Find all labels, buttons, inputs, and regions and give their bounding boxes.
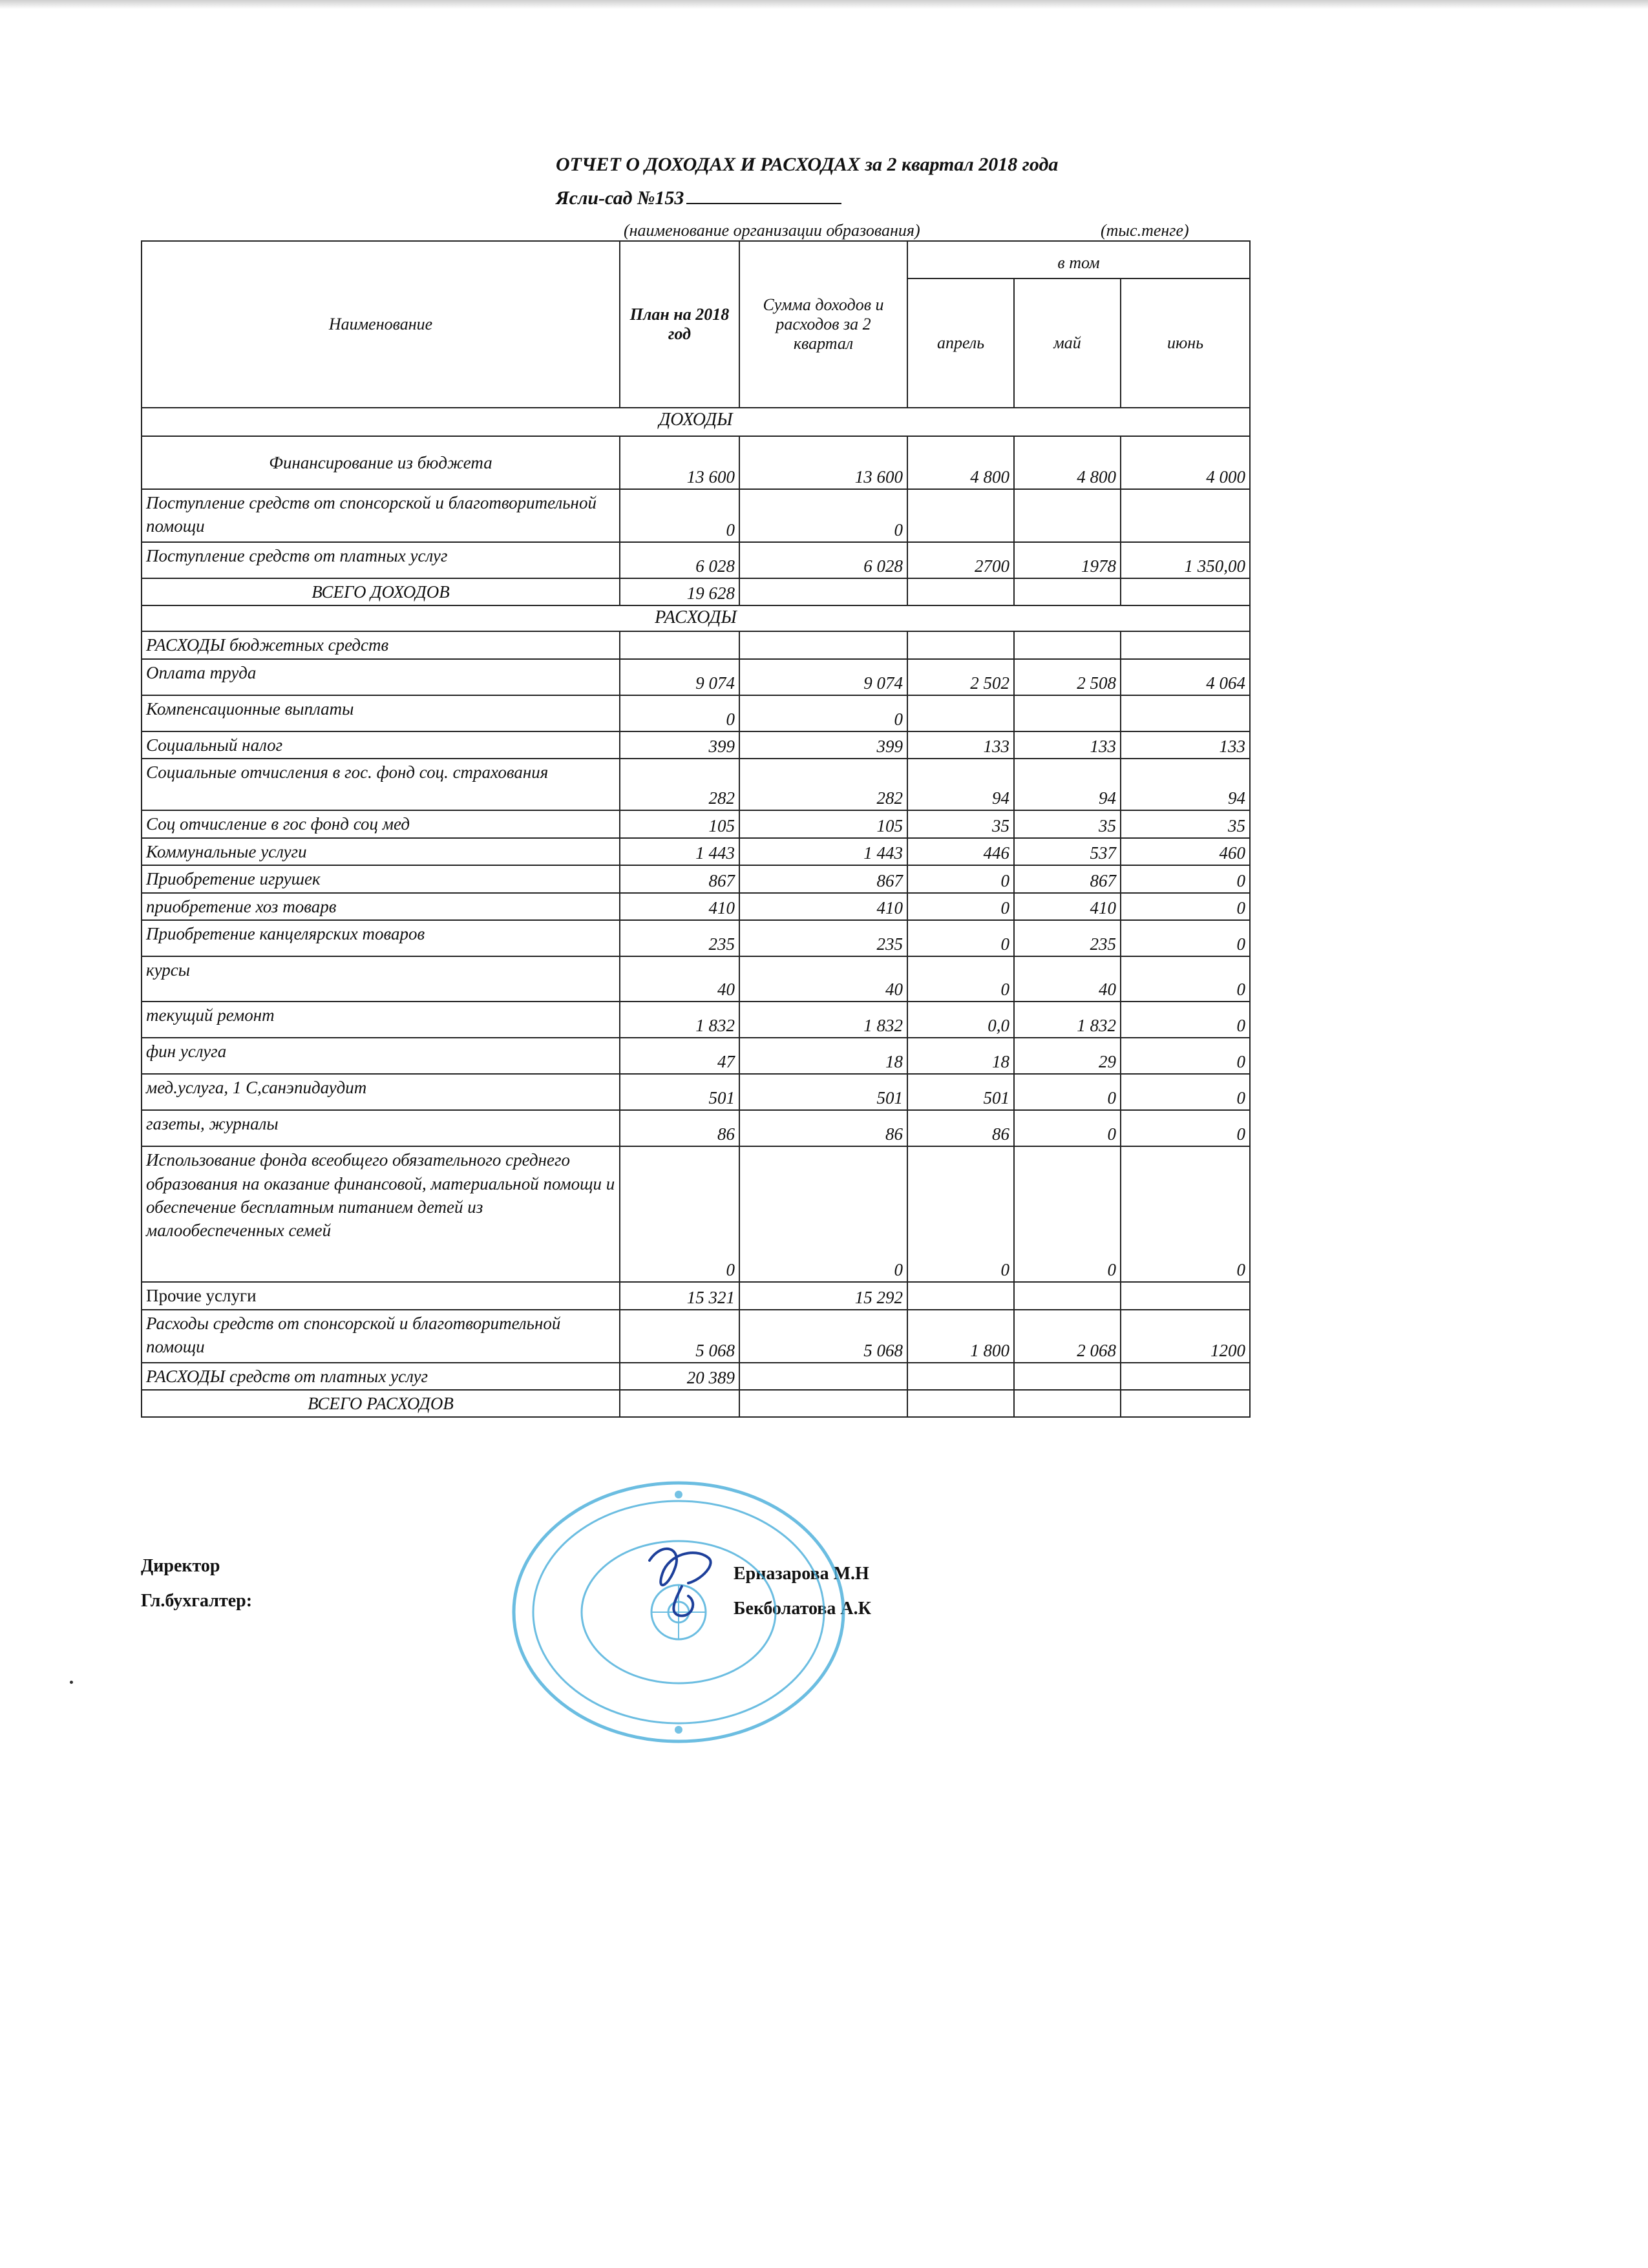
cell-apr: 35 — [907, 810, 1014, 837]
cell-may: 29 — [1014, 1038, 1121, 1074]
cell-plan: 0 — [620, 695, 739, 731]
expense-row — [142, 810, 1250, 837]
cell-apr: 86 — [907, 1110, 1014, 1146]
header-june: июнь — [1121, 278, 1250, 408]
cell-apr — [907, 489, 1014, 542]
expense-row — [142, 759, 1250, 810]
cell-sum: 282 — [739, 759, 907, 810]
cell-sum: 399 — [739, 731, 907, 759]
cell-sum: 15 292 — [739, 1282, 907, 1309]
cell-apr: 4 800 — [907, 436, 1014, 489]
cell-may: 40 — [1014, 956, 1121, 1002]
cell-sum: 0 — [739, 695, 907, 731]
income-row — [142, 489, 1250, 542]
empty-cell — [907, 631, 1014, 658]
cell-may: 1 832 — [1014, 1002, 1121, 1038]
cell-jun: 460 — [1121, 838, 1250, 865]
organization-caption: (наименование организации образования) — [624, 221, 920, 240]
cell-plan: 410 — [620, 893, 739, 920]
scan-edge — [0, 0, 1648, 9]
cell-sum: 18 — [739, 1038, 907, 1074]
organization-underline — [686, 186, 841, 204]
income-row — [142, 542, 1250, 578]
accountant-name: Бекболатова А.К — [734, 1599, 871, 1619]
cell-sum: 867 — [739, 865, 907, 892]
header-april: апрель — [907, 278, 1014, 408]
income-row — [142, 436, 1250, 489]
cell-apr — [907, 695, 1014, 731]
row-name: Приобретение игрушек — [142, 865, 620, 892]
cell-jun: 4 064 — [1121, 659, 1250, 695]
cell-apr — [907, 578, 1014, 605]
row-name: Приобретение канцелярских товаров — [142, 920, 620, 956]
cell-apr: 94 — [907, 759, 1014, 810]
expense-row — [142, 1074, 1250, 1110]
cell-jun: 0 — [1121, 893, 1250, 920]
expense-row — [142, 920, 1250, 956]
cell-jun: 94 — [1121, 759, 1250, 810]
row-name: Финансирование из бюджета — [142, 436, 620, 489]
row-name: газеты, журналы — [142, 1110, 620, 1146]
cell-sum: 410 — [739, 893, 907, 920]
cell-plan: 40 — [620, 956, 739, 1002]
cell-apr — [907, 1390, 1014, 1417]
cell-sum: 13 600 — [739, 436, 907, 489]
cell-may: 1978 — [1014, 542, 1121, 578]
expense-row — [142, 1002, 1250, 1038]
cell-plan: 9 074 — [620, 659, 739, 695]
cell-jun: 1 350,00 — [1121, 542, 1250, 578]
cell-jun: 0 — [1121, 1038, 1250, 1074]
cell-may — [1014, 1363, 1121, 1390]
row-name: ВСЕГО РАСХОДОВ — [142, 1390, 620, 1417]
cell-may — [1014, 489, 1121, 542]
expense-budget-header: РАСХОДЫ бюджетных средств — [142, 631, 620, 658]
cell-jun — [1121, 695, 1250, 731]
section-expense: РАСХОДЫ — [142, 605, 1250, 631]
empty-cell — [1014, 631, 1121, 658]
expense-row — [142, 1282, 1250, 1309]
cell-plan: 19 628 — [620, 578, 739, 605]
cell-sum — [739, 1390, 907, 1417]
expense-row — [142, 1110, 1250, 1146]
expense-row — [142, 1363, 1250, 1390]
cell-plan: 20 389 — [620, 1363, 739, 1390]
cell-apr: 446 — [907, 838, 1014, 865]
expense-row — [142, 695, 1250, 731]
row-name: Поступление средств от спонсорской и благотворительной помощи — [142, 489, 620, 542]
empty-cell — [1121, 631, 1250, 658]
scan-speck — [70, 1681, 73, 1684]
report-title: ОТЧЕТ О ДОХОДАХ И РАСХОДАХ за 2 квартал 2018 года — [556, 154, 1059, 175]
cell-plan: 0 — [620, 1146, 739, 1282]
cell-may: 867 — [1014, 865, 1121, 892]
cell-plan: 282 — [620, 759, 739, 810]
cell-jun: 0 — [1121, 920, 1250, 956]
accountant-label: Гл.бухгалтер: — [141, 1591, 253, 1611]
cell-apr: 133 — [907, 731, 1014, 759]
cell-jun: 0 — [1121, 1110, 1250, 1146]
cell-apr: 0 — [907, 893, 1014, 920]
cell-sum: 105 — [739, 810, 907, 837]
row-name: курсы — [142, 956, 620, 1002]
cell-jun: 0 — [1121, 1146, 1250, 1282]
cell-may: 133 — [1014, 731, 1121, 759]
director-label: Директор — [141, 1556, 220, 1576]
expense-row — [142, 659, 1250, 695]
cell-jun — [1121, 578, 1250, 605]
cell-sum: 235 — [739, 920, 907, 956]
cell-jun: 0 — [1121, 865, 1250, 892]
unit-caption: (тыс.тенге) — [1101, 221, 1189, 240]
cell-apr: 0 — [907, 956, 1014, 1002]
cell-jun — [1121, 1390, 1250, 1417]
cell-apr: 1 800 — [907, 1310, 1014, 1363]
cell-may: 2 508 — [1014, 659, 1121, 695]
income-row — [142, 578, 1250, 605]
cell-jun: 0 — [1121, 956, 1250, 1002]
cell-plan: 13 600 — [620, 436, 739, 489]
expense-row — [142, 838, 1250, 865]
cell-sum: 0 — [739, 1146, 907, 1282]
cell-plan: 501 — [620, 1074, 739, 1110]
cell-plan: 15 321 — [620, 1282, 739, 1309]
cell-jun — [1121, 1363, 1250, 1390]
row-name: фин услуга — [142, 1038, 620, 1074]
row-name: Оплата труда — [142, 659, 620, 695]
cell-jun: 35 — [1121, 810, 1250, 837]
cell-plan: 1 443 — [620, 838, 739, 865]
header-plan: План на 2018 год — [620, 241, 739, 408]
empty-cell — [739, 631, 907, 658]
row-name: Социальный налог — [142, 731, 620, 759]
report-table — [141, 240, 1251, 1418]
cell-plan: 235 — [620, 920, 739, 956]
row-name: РАСХОДЫ средств от платных услуг — [142, 1363, 620, 1390]
cell-plan: 6 028 — [620, 542, 739, 578]
row-name: Использование фонда всеобщего обязательного среднего образования на оказание финансовой, материальной помощи и обеспечение бесплатным питанием детей из малообеспеченных семей — [142, 1146, 620, 1282]
cell-apr: 18 — [907, 1038, 1014, 1074]
cell-sum: 1 443 — [739, 838, 907, 865]
cell-sum: 5 068 — [739, 1310, 907, 1363]
cell-sum: 0 — [739, 489, 907, 542]
cell-may: 4 800 — [1014, 436, 1121, 489]
expense-budget-header-row — [142, 631, 1250, 658]
expense-row — [142, 956, 1250, 1002]
row-name: приобретение хоз товарв — [142, 893, 620, 920]
cell-may: 0 — [1014, 1074, 1121, 1110]
cell-sum — [739, 1363, 907, 1390]
cell-apr: 2 502 — [907, 659, 1014, 695]
expense-row — [142, 731, 1250, 759]
cell-apr — [907, 1363, 1014, 1390]
row-name: ВСЕГО ДОХОДОВ — [142, 578, 620, 605]
cell-sum — [739, 578, 907, 605]
cell-apr — [907, 1282, 1014, 1309]
cell-may: 35 — [1014, 810, 1121, 837]
cell-sum: 6 028 — [739, 542, 907, 578]
header-sum: Сумма доходов и расходов за 2 квартал — [739, 241, 907, 408]
cell-jun — [1121, 489, 1250, 542]
cell-sum: 86 — [739, 1110, 907, 1146]
row-name: Соц отчисление в гос фонд соц мед — [142, 810, 620, 837]
cell-may: 0 — [1014, 1146, 1121, 1282]
header-row-1 — [142, 241, 1250, 278]
cell-may — [1014, 1390, 1121, 1417]
cell-sum: 1 832 — [739, 1002, 907, 1038]
cell-apr: 0 — [907, 920, 1014, 956]
cell-plan: 105 — [620, 810, 739, 837]
cell-jun: 0 — [1121, 1002, 1250, 1038]
row-name: Коммунальные услуги — [142, 838, 620, 865]
cell-may: 94 — [1014, 759, 1121, 810]
cell-sum: 501 — [739, 1074, 907, 1110]
cell-may: 2 068 — [1014, 1310, 1121, 1363]
row-name: Прочие услуги — [142, 1282, 620, 1309]
row-name: мед.услуга, 1 С,санэпидаудит — [142, 1074, 620, 1110]
expense-row — [142, 893, 1250, 920]
header-including: в том — [907, 241, 1250, 278]
cell-plan — [620, 1390, 739, 1417]
header-name: Наименование — [142, 241, 620, 408]
cell-plan: 1 832 — [620, 1002, 739, 1038]
cell-jun — [1121, 1282, 1250, 1309]
row-name: Компенсационные выплаты — [142, 695, 620, 731]
section-expense-row — [142, 605, 1250, 631]
handwritten-signature — [637, 1535, 734, 1625]
cell-sum: 9 074 — [739, 659, 907, 695]
expense-row — [142, 865, 1250, 892]
header-may: май — [1014, 278, 1121, 408]
expense-row — [142, 1038, 1250, 1074]
director-name: Ерназарова М.Н — [734, 1564, 869, 1584]
cell-may — [1014, 1282, 1121, 1309]
cell-jun: 133 — [1121, 731, 1250, 759]
cell-jun: 1200 — [1121, 1310, 1250, 1363]
expense-row — [142, 1390, 1250, 1417]
row-name: Социальные отчисления в гос. фонд соц. страхования — [142, 759, 620, 810]
cell-apr: 2700 — [907, 542, 1014, 578]
cell-may: 0 — [1014, 1110, 1121, 1146]
cell-may: 410 — [1014, 893, 1121, 920]
cell-may: 537 — [1014, 838, 1121, 865]
cell-jun: 0 — [1121, 1074, 1250, 1110]
cell-apr: 0 — [907, 865, 1014, 892]
organization-name: Ясли-сад №153 — [556, 187, 684, 209]
cell-plan: 0 — [620, 489, 739, 542]
cell-may — [1014, 695, 1121, 731]
empty-cell — [620, 631, 739, 658]
cell-sum: 40 — [739, 956, 907, 1002]
cell-plan: 867 — [620, 865, 739, 892]
organization-line — [556, 186, 841, 209]
cell-plan: 5 068 — [620, 1310, 739, 1363]
row-name: Расходы средств от спонсорской и благотворительной помощи — [142, 1310, 620, 1363]
cell-plan: 86 — [620, 1110, 739, 1146]
cell-plan: 399 — [620, 731, 739, 759]
expense-row — [142, 1310, 1250, 1363]
row-name: Поступление средств от платных услуг — [142, 542, 620, 578]
cell-plan: 47 — [620, 1038, 739, 1074]
section-income: ДОХОДЫ — [142, 408, 1250, 436]
expense-row — [142, 1146, 1250, 1282]
cell-may: 235 — [1014, 920, 1121, 956]
cell-apr: 0 — [907, 1146, 1014, 1282]
section-income-row — [142, 408, 1250, 436]
cell-may — [1014, 578, 1121, 605]
cell-jun: 4 000 — [1121, 436, 1250, 489]
cell-apr: 0,0 — [907, 1002, 1014, 1038]
row-name: текущий ремонт — [142, 1002, 620, 1038]
cell-apr: 501 — [907, 1074, 1014, 1110]
